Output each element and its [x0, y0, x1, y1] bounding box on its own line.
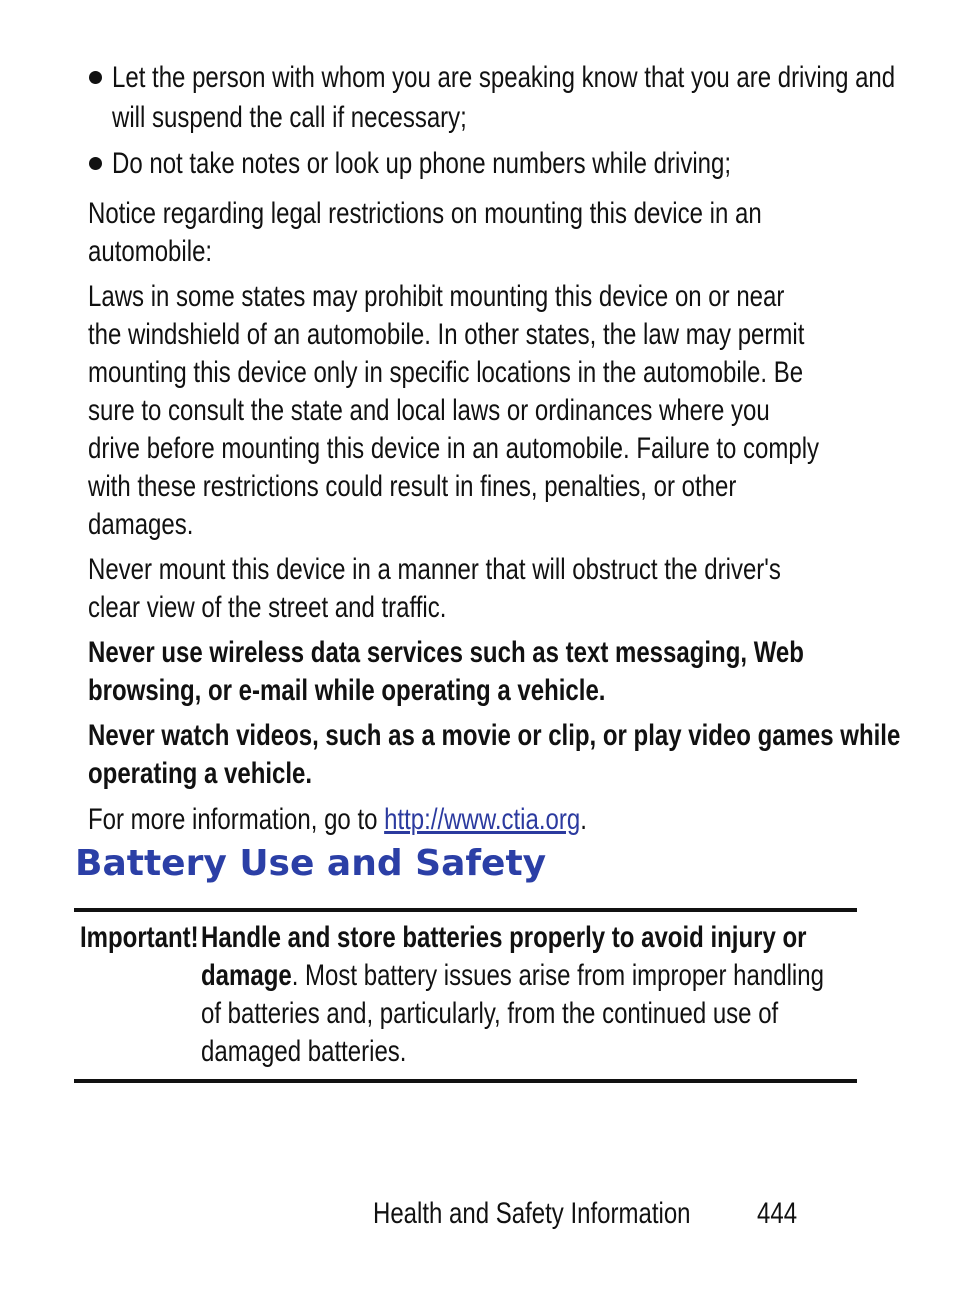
page-number [757, 1195, 807, 1233]
footer-title [373, 1195, 770, 1233]
page-number-text: 444 [757, 1197, 798, 1230]
important-rest: . Most battery issues arise from improper handling [291, 959, 824, 992]
text-line: Never mount this device in a manner that will obstruct the driver's [88, 553, 781, 586]
text-line: Handle and store batteries properly to avoid injury or [201, 921, 807, 954]
footer-title-text: Health and Safety Information [373, 1197, 691, 1230]
bullet-list [88, 58, 896, 190]
more-info-paragraph [88, 801, 948, 839]
text-line: damages. [88, 508, 194, 541]
text-line: clear view of the street and traffic. [88, 591, 447, 624]
ctia-link[interactable]: http://www.ctia.org [384, 803, 581, 836]
text-line: Notice regarding legal restrictions on mounting this device in an [88, 197, 762, 230]
text-line: damaged batteries. [201, 1035, 407, 1068]
never-mount-paragraph [88, 551, 948, 627]
more-info-prefix: For more information, go to [88, 803, 385, 836]
more-info-suffix: . [580, 803, 587, 836]
text-line: the windshield of an automobile. In other states, the law may permit [88, 318, 805, 351]
text-line: browsing, or e-mail while operating a vehicle. [88, 674, 606, 707]
section-heading: Battery Use and Safety [75, 843, 547, 884]
text-line: of batteries and, particularly, from the continued use of [201, 997, 779, 1030]
text-line: mounting this device only in specific locations in the automobile. Be [88, 356, 804, 389]
important-label-text: Important! [80, 921, 199, 954]
text-line: Never use wireless data services such as text messaging, Web [88, 636, 804, 669]
bullet-text-line: will suspend the call if necessary; [112, 101, 467, 134]
important-bold-word: damage [201, 959, 292, 992]
laws-paragraph [88, 278, 948, 544]
text-line [88, 801, 587, 839]
bullet-icon [89, 71, 102, 84]
bullet-icon [89, 157, 102, 170]
text-line: automobile: [88, 235, 213, 268]
top-divider [74, 908, 857, 912]
bottom-divider [74, 1079, 857, 1083]
never-watch-paragraph [88, 717, 948, 793]
never-wireless-paragraph [88, 634, 948, 710]
list-item [88, 144, 888, 184]
text-line: operating a vehicle. [88, 757, 313, 790]
text-line [201, 957, 824, 995]
text-line: Laws in some states may prohibit mounting this device on or near [88, 280, 785, 313]
important-note [201, 919, 954, 1071]
notice-paragraph [88, 195, 948, 271]
text-line: drive before mounting this device in an automobile. Failure to comply [88, 432, 820, 465]
bullet-text-line: Let the person with whom you are speaking know that you are driving and [112, 61, 896, 94]
bullet-text-line: Do not take notes or look up phone numbers while driving; [112, 147, 732, 180]
text-line: Never watch videos, such as a movie or clip, or play video games while [88, 719, 901, 752]
text-line: sure to consult the state and local laws or ordinances where you [88, 394, 770, 427]
text-line: with these restrictions could result in fines, penalties, or other [88, 470, 737, 503]
list-item [88, 58, 896, 138]
